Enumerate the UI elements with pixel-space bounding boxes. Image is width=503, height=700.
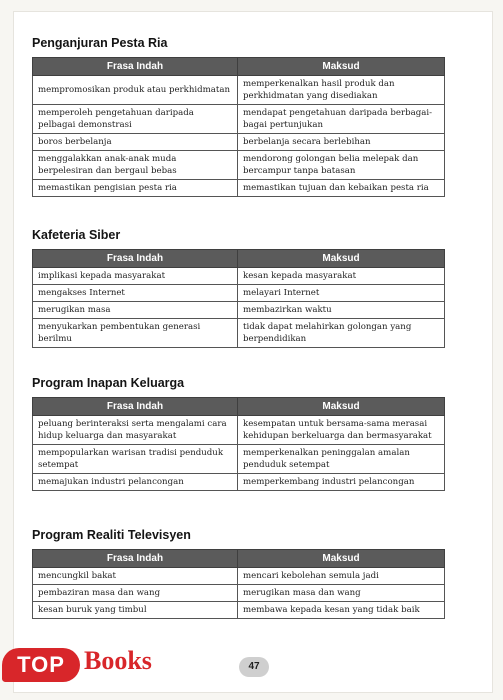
section-title: Program Inapan Keluarga [32,376,185,390]
table-cell: melayari Internet [238,285,445,302]
column-header-maksud: Maksud [238,250,445,268]
phrase-table [32,57,445,197]
table-cell: memperkembang industri pelancongan [238,474,445,491]
table-header-row [33,58,445,76]
table-cell: pembaziran masa dan wang [33,585,238,602]
table-cell: memastikan pengisian pesta ria [33,180,238,197]
table-header-row [33,250,445,268]
phrase-table [32,549,445,619]
section-program-realiti-televisyen [32,528,444,619]
section-title: Kafeteria Siber [32,228,121,242]
table-cell: kesan buruk yang timbul [33,602,238,619]
table-row [33,585,445,602]
document-page [14,12,492,692]
table-cell: mencungkil bakat [33,568,238,585]
table-row [33,105,445,134]
section-penganjuran-pesta-ria [32,36,444,197]
table-cell: implikasi kepada masyarakat [33,268,238,285]
logo-word: Books [84,646,152,675]
table-row [33,416,445,445]
column-header-frasa: Frasa Indah [33,250,238,268]
table-cell: mengakses Internet [33,285,238,302]
table-cell: kesempatan untuk bersama-sama merasai kehidupan berkeluarga dan bermasyarakat [238,416,445,445]
column-header-frasa: Frasa Indah [33,398,238,416]
logo-badge: TOP [2,648,80,682]
section-program-inapan-keluarga [32,376,444,491]
table-row [33,180,445,197]
table-row [33,602,445,619]
column-header-maksud: Maksud [238,58,445,76]
table-cell: memastikan tujuan dan kebaikan pesta ria [238,180,445,197]
table-cell: mempopularkan warisan tradisi penduduk setempat [33,445,238,474]
table-cell: memperkenalkan hasil produk dan perkhidmatan yang disediakan [238,76,445,105]
phrase-table [32,397,445,491]
table-cell: membawa kepada kesan yang tidak baik [238,602,445,619]
table-row [33,76,445,105]
table-cell: mencari kebolehan semula jadi [238,568,445,585]
table-row [33,302,445,319]
section-kafeteria-siber [32,228,444,348]
table-header-row [33,398,445,416]
table-row [33,134,445,151]
table-cell: mendorong golongan belia melepak dan bercampur tanpa batasan [238,151,445,180]
table-cell: menggalakkan anak-anak muda berpelesiran dan bergaul bebas [33,151,238,180]
table-row [33,285,445,302]
table-row [33,568,445,585]
table-cell: merugikan masa dan wang [238,585,445,602]
column-header-maksud: Maksud [238,398,445,416]
table-cell: membazirkan waktu [238,302,445,319]
table-cell: tidak dapat melahirkan golongan yang berpendidikan [238,319,445,348]
column-header-frasa: Frasa Indah [33,550,238,568]
page-number: 47 [239,657,269,677]
phrase-table [32,249,445,348]
table-cell: mempromosikan produk atau perkhidmatan [33,76,238,105]
table-cell: boros berbelanja [33,134,238,151]
topbooks-logo [2,642,172,688]
table-row [33,474,445,491]
table-cell: mendapat pengetahuan daripada berbagai-bagai pertunjukan [238,105,445,134]
table-cell: merugikan masa [33,302,238,319]
table-row [33,319,445,348]
table-cell: berbelanja secara berlebihan [238,134,445,151]
table-cell: peluang berinteraksi serta mengalami cara hidup keluarga dan masyarakat [33,416,238,445]
column-header-frasa: Frasa Indah [33,58,238,76]
table-row [33,151,445,180]
section-title: Penganjuran Pesta Ria [32,36,168,50]
table-header-row [33,550,445,568]
section-title: Program Realiti Televisyen [32,528,191,542]
table-cell: memperoleh pengetahuan daripada pelbagai demonstrasi [33,105,238,134]
column-header-maksud: Maksud [238,550,445,568]
table-cell: kesan kepada masyarakat [238,268,445,285]
table-cell: memperkenalkan peninggalan amalan penduduk setempat [238,445,445,474]
table-row [33,268,445,285]
table-cell: memajukan industri pelancongan [33,474,238,491]
table-cell: menyukarkan pembentukan generasi berilmu [33,319,238,348]
table-row [33,445,445,474]
